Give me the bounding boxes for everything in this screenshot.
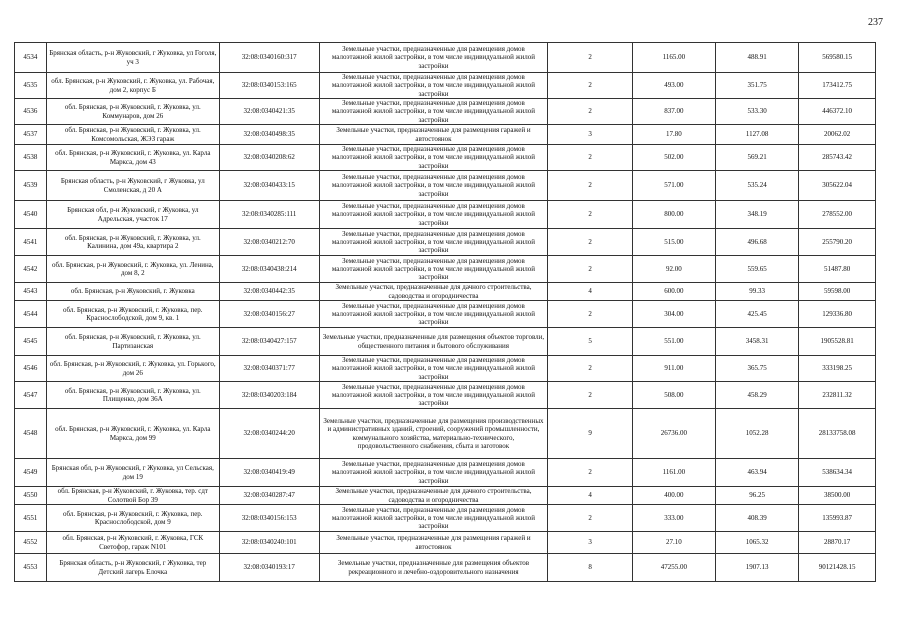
row-number: 4543 [15,283,47,301]
specific-value-cell: 488.91 [716,43,799,73]
address-cell: обл. Брянская, р-н Жуковский, г. Жуковка, ул. Коммунаров, дом 26 [46,99,219,125]
address-cell: Брянская область, р-н Жуковский, г Жуковка, ул Смоленская, д 20 А [46,171,219,201]
land-use-group-cell: 2 [548,171,632,201]
area-cell: 304.00 [632,301,715,328]
permitted-use-cell: Земельные участки, предназначенные для размещения домов малоэтажной жилой застройки, в том числе индивидуальной жилой застройки [319,171,548,201]
row-number: 4538 [15,145,47,171]
address-cell: Брянская область, р-н Жуковский, г Жуковка, ул Гоголя, уч 3 [46,43,219,73]
area-cell: 911.00 [632,356,715,382]
cadastral-number-cell: 32:08:0340433:15 [219,171,319,201]
cadastral-number-cell: 32:08:0340438:214 [219,256,319,283]
row-number: 4553 [15,554,47,582]
address-cell: обл. Брянская, р-н Жуковский, г. Жуковка, ул. Карла Маркса, дом 99 [46,409,219,459]
address-cell: обл. Брянская, р-н Жуковский, г. Жуковка, ул. Рабочая, дом 2, корпус Б [46,73,219,99]
row-number: 4537 [15,125,47,145]
area-cell: 508.00 [632,382,715,409]
permitted-use-cell: Земельные участки, предназначенные для размещения объектов рекреационного и лечебно-оздоровительного назначения [319,554,548,582]
specific-value-cell: 1052.28 [716,409,799,459]
cadastral-number-cell: 32:08:0340285:111 [219,201,319,229]
permitted-use-cell: Земельные участки, предназначенные для размещения домов малоэтажной жилой застройки, в том числе индивидуальной жилой застройки [319,459,548,487]
page-number: 237 [868,17,883,28]
cadastral-number-cell: 32:08:0340153:165 [219,73,319,99]
table-row [15,328,876,356]
address-cell: обл. Брянская, р-н Жуковский, г. Жуковка, пер. Краснослободской, дом 9 [46,505,219,532]
row-number: 4535 [15,73,47,99]
row-number: 4539 [15,171,47,201]
table-row [15,382,876,409]
area-cell: 333.00 [632,505,715,532]
cadastral-value-cell: 538634.34 [799,459,876,487]
cadastral-value-cell: 305622.04 [799,171,876,201]
table-row [15,125,876,145]
cadastral-value-cell: 173412.75 [799,73,876,99]
table-row [15,73,876,99]
land-use-group-cell: 5 [548,328,632,356]
area-cell: 92.00 [632,256,715,283]
row-number: 4540 [15,201,47,229]
specific-value-cell: 535.24 [716,171,799,201]
land-use-group-cell: 2 [548,505,632,532]
specific-value-cell: 1127.08 [716,125,799,145]
cadastral-value-cell: 129336.80 [799,301,876,328]
permitted-use-cell: Земельные участки, предназначенные для размещения домов малоэтажной жилой застройки, в том числе индивидуальной жилой застройки [319,505,548,532]
land-use-group-cell: 2 [548,356,632,382]
permitted-use-cell: Земельные участки, предназначенные для размещения домов малоэтажной жилой застройки, в том числе индивидуальной жилой застройки [319,256,548,283]
permitted-use-cell: Земельные участки, предназначенные для размещения гаражей и автостоянок [319,532,548,554]
cadastral-number-cell: 32:08:0340287:47 [219,487,319,505]
cadastral-value-cell: 59598.00 [799,283,876,301]
row-number: 4536 [15,99,47,125]
address-cell: Брянская обл, р-н Жуковский, г Жуковка, ул Сельская, дом 19 [46,459,219,487]
address-cell: обл. Брянская, р-н Жуковский, г. Жуковка, ул. Ленина, дом 8, 2 [46,256,219,283]
cadastral-number-cell: 32:08:0340156:27 [219,301,319,328]
permitted-use-cell: Земельные участки, предназначенные для размещения производственных и административных зданий, строений, сооружений промышленности, коммунального хозяйства, материально-технического, продовольственного снабжения, сбыта и заготовок [319,409,548,459]
table-row [15,201,876,229]
cadastral-number-cell: 32:08:0340212:70 [219,229,319,256]
address-cell: обл. Брянская, р-н Жуковский, г. Жуковка, ГСК Светофор, гараж N101 [46,532,219,554]
area-cell: 600.00 [632,283,715,301]
specific-value-cell: 348.19 [716,201,799,229]
specific-value-cell: 458.29 [716,382,799,409]
row-number: 4552 [15,532,47,554]
cadastral-number-cell: 32:08:0340208:62 [219,145,319,171]
table-row [15,505,876,532]
row-number: 4545 [15,328,47,356]
permitted-use-cell: Земельные участки, предназначенные для размещения объектов торговли, общественного питания и бытового обслуживания [319,328,548,356]
cadastral-value-cell: 446372.10 [799,99,876,125]
area-cell: 502.00 [632,145,715,171]
row-number: 4542 [15,256,47,283]
row-number: 4546 [15,356,47,382]
address-cell: обл. Брянская, р-н Жуковский, г. Жуковка, ул. Карла Маркса, дом 43 [46,145,219,171]
area-cell: 551.00 [632,328,715,356]
address-cell: обл. Брянская, р-н Жуковский, г. Жуковка, ул. Калинина, дом 49а, квартира 2 [46,229,219,256]
area-cell: 515.00 [632,229,715,256]
cadastral-value-cell: 232811.32 [799,382,876,409]
address-cell: Брянская обл, р-н Жуковский, г Жуковка, ул Адрельская, участок 17 [46,201,219,229]
cadastral-value-cell: 569580.15 [799,43,876,73]
table-row [15,532,876,554]
permitted-use-cell: Земельные участки, предназначенные для размещения домов малоэтажной жилой застройки, в том числе индивидуальной жилой застройки [319,201,548,229]
permitted-use-cell: Земельные участки, предназначенные для размещения домов малоэтажной жилой застройки, в том числе индивидуальной жилой застройки [319,145,548,171]
table-row [15,145,876,171]
address-cell: обл. Брянская, р-н Жуковский, г. Жуковка, ул. Партизанская [46,328,219,356]
row-number: 4544 [15,301,47,328]
land-use-group-cell: 4 [548,283,632,301]
permitted-use-cell: Земельные участки, предназначенные для размещения домов малоэтажной жилой застройки, в том числе индивидуальной жилой застройки [319,99,548,125]
specific-value-cell: 3458.31 [716,328,799,356]
cadastral-value-cell: 278552.00 [799,201,876,229]
land-use-group-cell: 9 [548,409,632,459]
area-cell: 800.00 [632,201,715,229]
permitted-use-cell: Земельные участки, предназначенные для размещения домов малоэтажной жилой застройки, в том числе индивидуальной жилой застройки [319,43,548,73]
table-row [15,99,876,125]
address-cell: обл. Брянская, р-н Жуковский, г. Жуковка, ул. Комсомольская, ЖЭЗ гараж [46,125,219,145]
cadastral-value-cell: 135993.87 [799,505,876,532]
cadastral-value-cell: 333198.25 [799,356,876,382]
area-cell: 1165.00 [632,43,715,73]
area-cell: 400.00 [632,487,715,505]
address-cell: обл. Брянская, р-н Жуковский, г. Жуковка, ул. Горького, дом 26 [46,356,219,382]
specific-value-cell: 351.75 [716,73,799,99]
address-cell: обл. Брянская, р-н Жуковский, г. Жуковка, ул. Плищенко, дом 36А [46,382,219,409]
table-row [15,283,876,301]
cadastral-number-cell: 32:08:0340498:35 [219,125,319,145]
permitted-use-cell: Земельные участки, предназначенные для размещения домов малоэтажной жилой застройки, в том числе индивидуальной жилой застройки [319,229,548,256]
cadastral-number-cell: 32:08:0340160:317 [219,43,319,73]
cadastral-value-cell: 1905528.81 [799,328,876,356]
cadastral-value-cell: 28133758.08 [799,409,876,459]
table-row [15,256,876,283]
specific-value-cell: 408.39 [716,505,799,532]
row-number: 4541 [15,229,47,256]
area-cell: 493.00 [632,73,715,99]
cadastral-number-cell: 32:08:0340442:35 [219,283,319,301]
table-row [15,487,876,505]
land-use-group-cell: 2 [548,459,632,487]
cadastral-number-cell: 32:08:0340193:17 [219,554,319,582]
address-cell: обл. Брянская, р-н Жуковский, г. Жуковка, пер. Краснослободской, дом 9, кв. 1 [46,301,219,328]
cadastral-value-table [14,42,876,582]
cadastral-number-cell: 32:08:0340156:153 [219,505,319,532]
cadastral-number-cell: 32:08:0340203:184 [219,382,319,409]
permitted-use-cell: Земельные участки, предназначенные для размещения гаражей и автостоянок [319,125,548,145]
cadastral-value-cell: 38500.00 [799,487,876,505]
land-use-group-cell: 2 [548,382,632,409]
cadastral-number-cell: 32:08:0340421:35 [219,99,319,125]
land-use-group-cell: 2 [548,229,632,256]
specific-value-cell: 365.75 [716,356,799,382]
cadastral-value-cell: 51487.80 [799,256,876,283]
permitted-use-cell: Земельные участки, предназначенные для дачного строительства, садоводства и огородничества [319,283,548,301]
table-row [15,171,876,201]
table-row [15,409,876,459]
cadastral-number-cell: 32:08:0340244:20 [219,409,319,459]
table-row [15,356,876,382]
specific-value-cell: 1065.32 [716,532,799,554]
specific-value-cell: 96.25 [716,487,799,505]
area-cell: 47255.00 [632,554,715,582]
table-row [15,229,876,256]
area-cell: 837.00 [632,99,715,125]
permitted-use-cell: Земельные участки, предназначенные для размещения домов малоэтажной жилой застройки, в том числе индивидуальной жилой застройки [319,73,548,99]
table-row [15,301,876,328]
land-use-group-cell: 2 [548,99,632,125]
table-row [15,554,876,582]
land-use-group-cell: 8 [548,554,632,582]
permitted-use-cell: Земельные участки, предназначенные для размещения домов малоэтажной жилой застройки, в том числе индивидуальной жилой застройки [319,301,548,328]
land-use-group-cell: 2 [548,73,632,99]
specific-value-cell: 559.65 [716,256,799,283]
land-use-group-cell: 2 [548,301,632,328]
cadastral-value-cell: 20062.02 [799,125,876,145]
specific-value-cell: 425.45 [716,301,799,328]
permitted-use-cell: Земельные участки, предназначенные для размещения домов малоэтажной жилой застройки, в том числе индивидуальной жилой застройки [319,356,548,382]
row-number: 4551 [15,505,47,532]
permitted-use-cell: Земельные участки, предназначенные для дачного строительства, садоводства и огородничества [319,487,548,505]
cadastral-value-cell: 90121428.15 [799,554,876,582]
cadastral-value-cell: 28870.17 [799,532,876,554]
land-use-group-cell: 2 [548,201,632,229]
address-cell: Брянская область, р-н Жуковский, г Жуковка, тер Детский лагерь Елочка [46,554,219,582]
land-use-group-cell: 3 [548,125,632,145]
table-row [15,459,876,487]
specific-value-cell: 1907.13 [716,554,799,582]
cadastral-number-cell: 32:08:0340371:77 [219,356,319,382]
area-cell: 1161.00 [632,459,715,487]
land-use-group-cell: 2 [548,43,632,73]
area-cell: 27.10 [632,532,715,554]
cadastral-number-cell: 32:08:0340240:101 [219,532,319,554]
cadastral-number-cell: 32:08:0340427:157 [219,328,319,356]
permitted-use-cell: Земельные участки, предназначенные для размещения домов малоэтажной жилой застройки, в том числе индивидуальной жилой застройки [319,382,548,409]
specific-value-cell: 496.68 [716,229,799,256]
area-cell: 571.00 [632,171,715,201]
area-cell: 26736.00 [632,409,715,459]
row-number: 4548 [15,409,47,459]
address-cell: обл. Брянская, р-н Жуковский, г. Жуковка, тер. сдт Солотвой Бор 39 [46,487,219,505]
cadastral-value-cell: 255790.20 [799,229,876,256]
address-cell: обл. Брянская, р-н Жуковский, г. Жуковка [46,283,219,301]
area-cell: 17.80 [632,125,715,145]
land-use-group-cell: 3 [548,532,632,554]
row-number: 4549 [15,459,47,487]
specific-value-cell: 463.94 [716,459,799,487]
land-use-group-cell: 2 [548,145,632,171]
specific-value-cell: 533.30 [716,99,799,125]
table-row [15,43,876,73]
row-number: 4547 [15,382,47,409]
table-body [15,43,876,582]
specific-value-cell: 99.33 [716,283,799,301]
row-number: 4550 [15,487,47,505]
cadastral-number-cell: 32:08:0340419:49 [219,459,319,487]
land-use-group-cell: 2 [548,256,632,283]
land-use-group-cell: 4 [548,487,632,505]
row-number: 4534 [15,43,47,73]
cadastral-value-cell: 285743.42 [799,145,876,171]
specific-value-cell: 569.21 [716,145,799,171]
